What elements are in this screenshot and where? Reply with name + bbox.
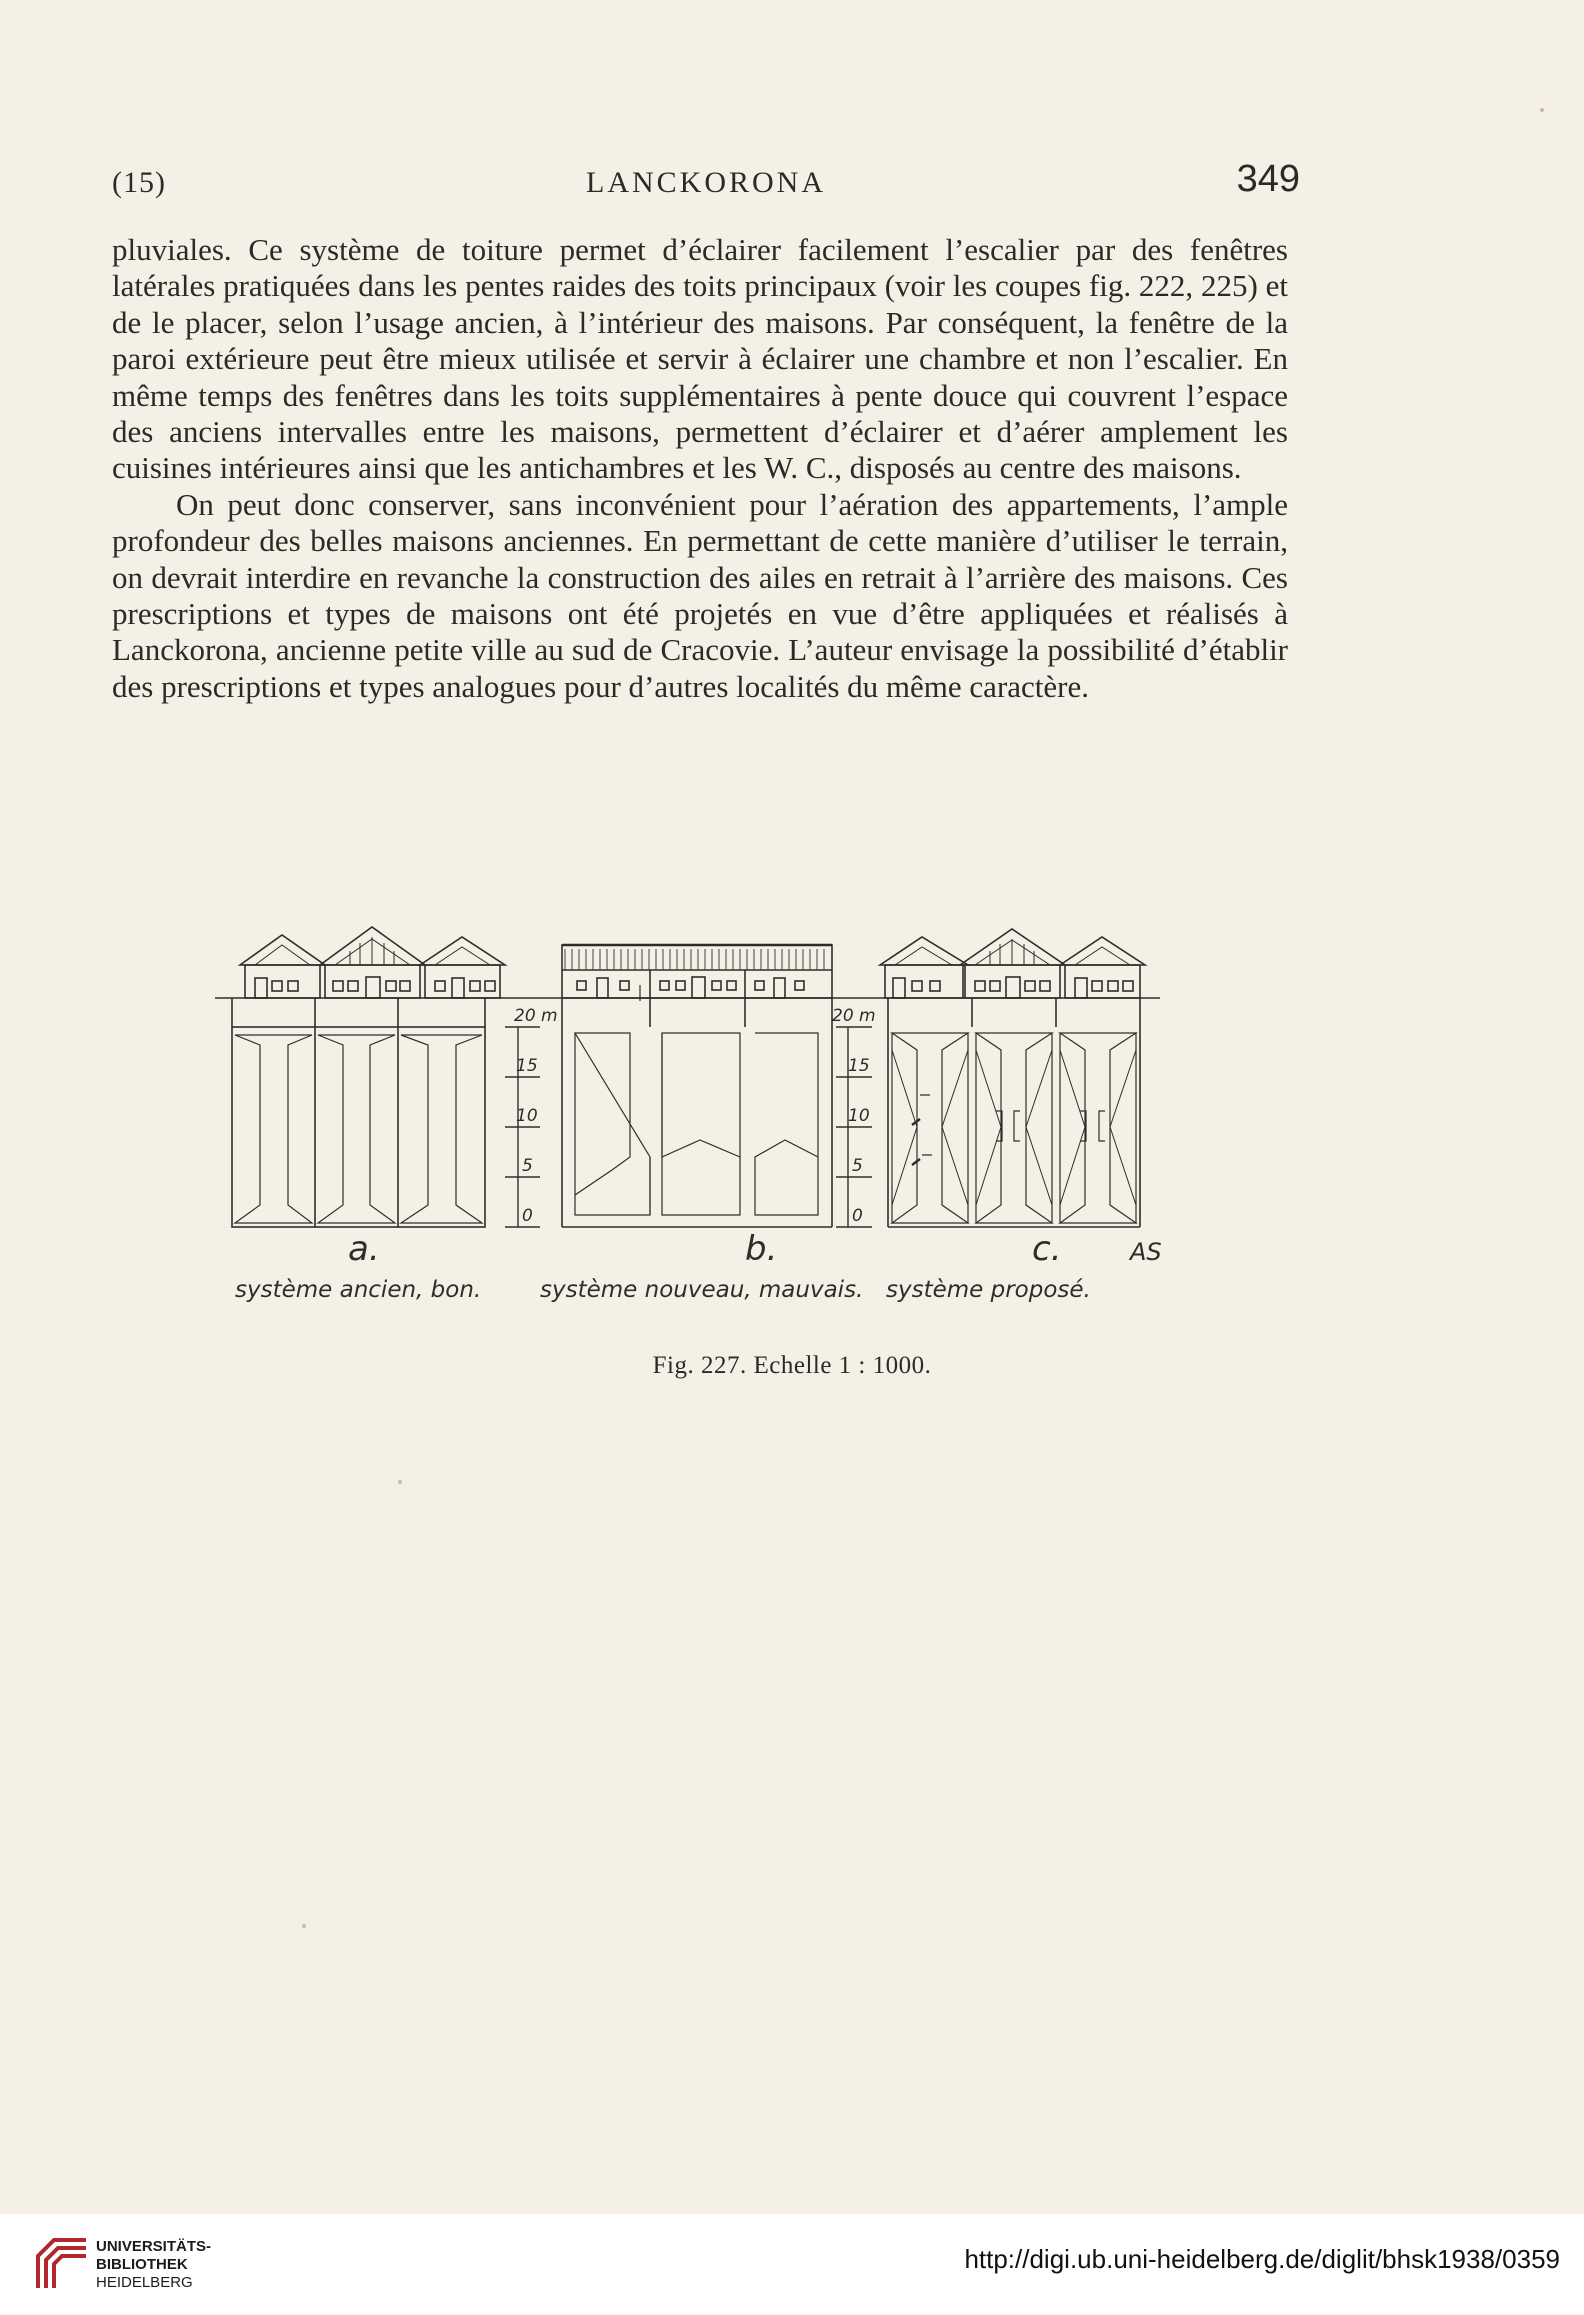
paper-speck [302,1924,306,1928]
figure-caption: Fig. 227. Echelle 1 : 1000. [652,1352,932,1379]
paper-speck [398,1480,402,1484]
panel-a-letter: a. [348,1229,380,1269]
scale-label: 0 [522,1206,533,1226]
scale-label: 20 m [514,1006,558,1026]
library-name-line: BIBLIOTHEK [96,2256,188,2273]
permalink-url[interactable]: http://digi.ub.uni-heidelberg.de/diglit/bhsk1938/0359 [964,2244,1560,2274]
house-plan [575,1033,818,1215]
signature: AS [1130,1238,1162,1266]
scale-label: 10 [516,1106,538,1126]
house-elevation [420,937,505,998]
panel-b-letter: b. [745,1229,778,1269]
house-plan [235,1035,482,1223]
lot-outline [232,1027,485,1227]
scale-labels [832,1006,876,1226]
paper-speck [1540,108,1544,112]
scale-label: 5 [522,1156,533,1176]
panel-c-drawing [880,929,1145,1227]
house-plan [892,1033,1136,1223]
house-elevation [1060,937,1145,998]
running-title: LANCKORONA [586,166,826,199]
panel-a-drawing [232,927,505,1227]
scale-label: 20 m [832,1006,876,1026]
scale-label: 0 [852,1206,863,1226]
library-logo-icon [32,2234,92,2294]
scale-labels [514,1006,558,1226]
scale-label: 10 [848,1106,870,1126]
site-plan-drawing [200,915,1180,1320]
running-header [112,158,1300,204]
panel-c-label: système proposé. [886,1277,1091,1303]
house-elevation [320,927,425,998]
figure-227 [200,915,1180,1320]
scale-label: 15 [516,1056,538,1076]
panel-b-drawing [562,945,832,1227]
panel-a-label: système ancien, bon. [235,1277,482,1303]
house-elevation [960,929,1065,998]
page-number: 349 [1236,158,1300,200]
paragraph: pluviales. Ce système de toiture permet d’éclairer facilement l’escalier par des fenêtres latérales pratiquées dans les pentes raides des toits principaux (voir les coupes fig. 222, 225) et de le placer, selon l’usage ancien, à l’intérieur des maisons. Par conséquent, la fenêtre de la paroi extérieure peut être mieux utilisée et servir à éclairer une chambre et non l’escalier. En même temps des fenêtres dans les toits supplémentaires à pente douce qui couvrent l’espace des anciens intervalles entre les maisons, permettent d’éclairer et d’aérer amplement les cuisines intérieures ainsi que les antichambres et les W. C., disposés au centre des maisons. [112,232,1288,486]
library-name-line: HEIDELBERG [96,2274,193,2291]
library-name-line: UNIVERSITÄTS- [96,2238,212,2255]
panel-b-label: système nouveau, mauvais. [540,1277,864,1303]
scale-label: 15 [848,1056,870,1076]
house-elevation [880,937,968,998]
house-elevation [240,935,325,998]
library-name [96,2238,211,2292]
paragraph: On peut donc conserver, sans inconvénient pour l’aération des appartements, l’ample profondeur des belles maisons anciennes. En permettant de cette manière d’utiliser le terrain, on devrait interdire en revanche la construction des ailes en retrait à l’arrière des maisons. Ces prescriptions et types de maisons ont été projetés en vue d’être appliquées et réalisés à Lanckorona, ancienne petite ville au sud de Cracovie. L’auteur envisage la possibilité d’établir des prescriptions et types analogues pour d’autres localités du même caractère. [112,486,1288,704]
viewer-footer [0,2214,1584,2315]
panel-c-letter: c. [1032,1229,1062,1269]
scale-label: 5 [852,1156,863,1176]
section-number: (15) [112,166,166,199]
body-text [112,232,1288,705]
